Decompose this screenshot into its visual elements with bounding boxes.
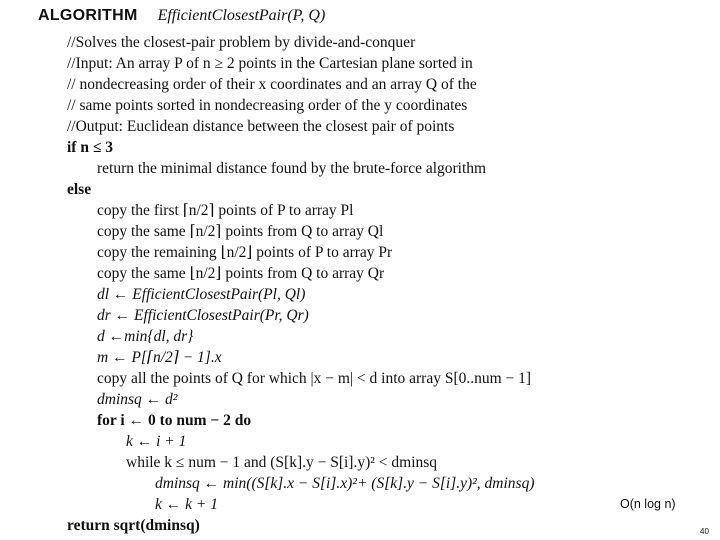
page-number: 40 — [700, 527, 709, 536]
comment-line: // nondecreasing order of their x coordinates and an array Q of the — [67, 76, 477, 93]
if-line: if n ≤ 3 — [67, 139, 113, 156]
code-line: k ← i + 1 — [126, 433, 187, 450]
code-line: copy the same ⌊n/2⌋ points from Q to array Qr — [97, 265, 385, 282]
while-line: while k ≤ num − 1 and (S[k].y − S[i].y)² < dminsq — [126, 454, 438, 471]
code-line: copy the same ⌈n/2⌉ points from Q to array Ql — [97, 223, 384, 240]
code-line: dminsq ← min((S[k].x − S[i].x)²+ (S[k].y − S[i].y)², dminsq) — [155, 475, 535, 492]
code-line: return the minimal distance found by the brute-force algorithm — [97, 160, 487, 177]
return-line: return sqrt(dminsq) — [67, 517, 200, 534]
code-line: copy the remaining ⌊n/2⌋ points of P to array Pr — [97, 244, 393, 261]
comment-line: //Solves the closest-pair problem by divide-and-conquer — [67, 34, 416, 51]
comment-line: //Input: An array P of n ≥ 2 points in the Cartesian plane sorted in — [67, 55, 473, 72]
comment-line: // same points sorted in nondecreasing order of the y coordinates — [67, 97, 468, 114]
for-line: for i ← 0 to num − 2 do — [97, 412, 252, 429]
code-line: dl ← EfficientClosestPair(Pl, Ql) — [97, 286, 306, 303]
complexity-note: O(n log n) — [620, 497, 676, 511]
comment-line: //Output: Euclidean distance between the closest pair of points — [67, 118, 455, 135]
else-line: else — [67, 181, 92, 198]
code-line: d ←min{dl, dr} — [97, 328, 194, 345]
algorithm-header — [38, 7, 325, 25]
code-line: k ← k + 1 — [155, 496, 218, 513]
code-line: m ← P[⌈n/2⌉ − 1].x — [97, 349, 222, 366]
code-line: copy all the points of Q for which |x − m| < d into array S[0..num − 1] — [97, 370, 532, 387]
algorithm-keyword: ALGORITHM — [38, 7, 138, 24]
code-line: dr ← EfficientClosestPair(Pr, Qr) — [97, 307, 309, 324]
code-line: dminsq ← d² — [97, 391, 178, 408]
algorithm-signature: EfficientClosestPair(P, Q) — [157, 7, 326, 24]
code-line: copy the first ⌈n/2⌉ points of P to array Pl — [97, 202, 354, 219]
